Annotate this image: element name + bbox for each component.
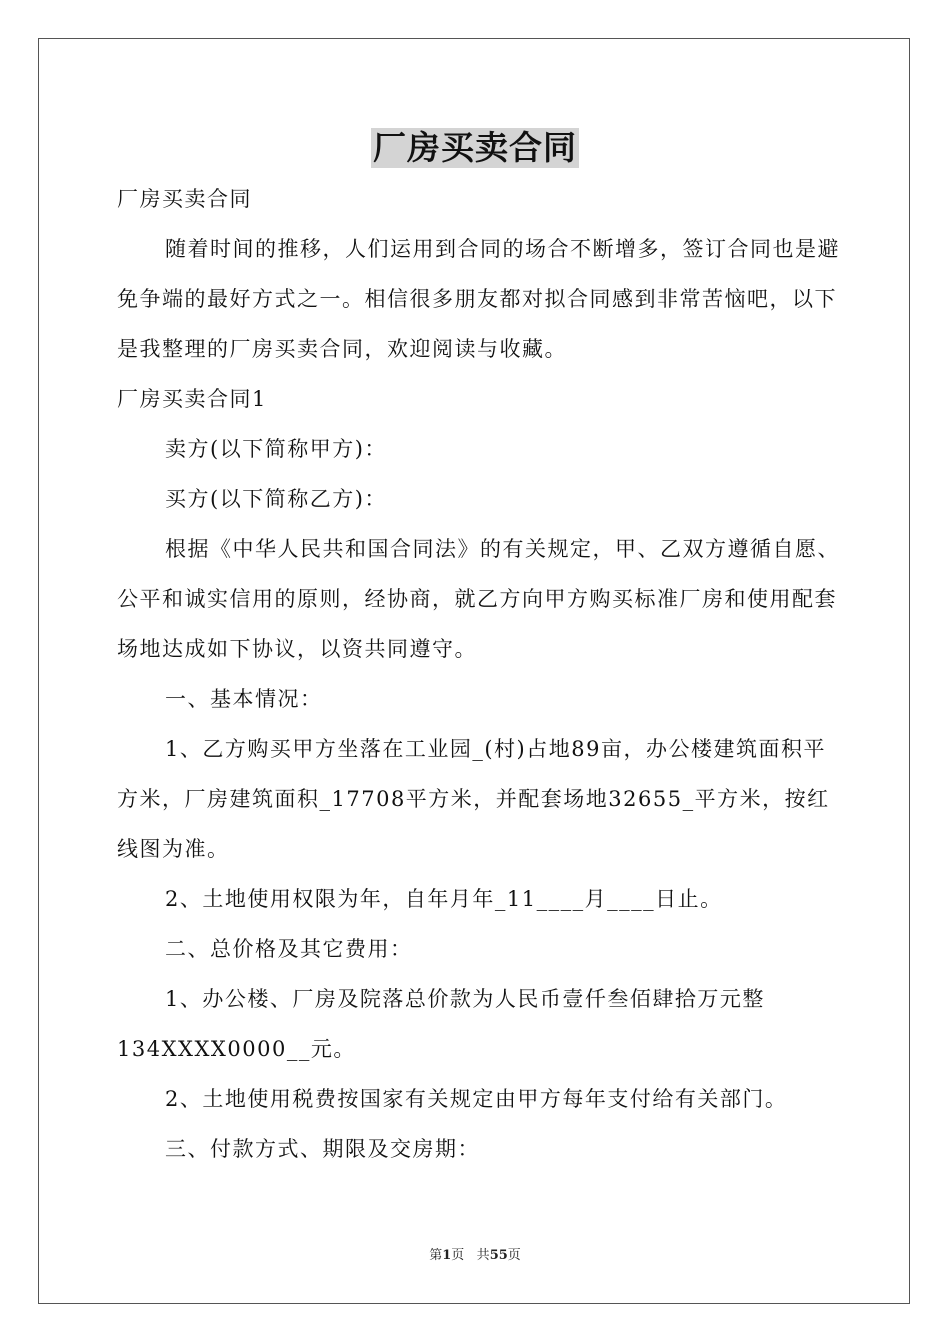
paragraph: 二、总价格及其它费用： [165,937,413,961]
paragraph: 卖方(以下简称甲方)： [165,437,387,461]
paragraph: 2、土地使用权限为年，自年月年_11____月____日止。 [165,887,723,911]
document-body [117,174,847,1174]
paragraph: 厂房买卖合同1 [117,387,267,411]
document-title: 厂房买卖合同 [373,128,577,167]
paragraph: 厂房买卖合同 [117,187,252,211]
footer-total-suffix: 页 [507,1248,521,1263]
paragraph: 买方(以下简称乙方)： [165,487,387,511]
paragraph: 三、付款方式、期限及交房期： [165,1137,480,1161]
paragraph: 根据《中华人民共和国合同法》的有关规定，甲、乙双方遵循自愿、公平和诚实信用的原则，经协商，就乙方向甲方购买标准厂房和使用配套场地达成如下协议，以资共同遵守。 [117,537,840,661]
page-footer [0,1247,950,1265]
paragraph: 一、基本情况： [165,687,323,711]
footer-page-suffix: 页 [451,1248,465,1263]
paragraph: 1、办公楼、厂房及院落总价款为人民币壹仟叁佰肆拾万元整134XXXX0000__元。 [117,987,765,1061]
footer-total-pages: 55 [489,1248,508,1263]
paragraph: 2、土地使用税费按国家有关规定由甲方每年支付给有关部门。 [165,1087,788,1111]
footer-current-page: 1 [442,1248,452,1263]
footer-prefix: 第 [429,1248,443,1263]
paragraph: 随着时间的推移，人们运用到合同的场合不断增多，签订合同也是避免争端的最好方式之一。相信很多朋友都对拟合同感到非常苦恼吧，以下是我整理的厂房买卖合同，欢迎阅读与收藏。 [117,237,840,361]
title-container [0,128,950,168]
paragraph: 1、乙方购买甲方坐落在工业园_(村)占地89亩，办公楼建筑面积平方米，厂房建筑面积_17708平方米，并配套场地32655_平方米，按红线图为准。 [117,737,830,861]
footer-total-prefix: 共 [476,1248,490,1263]
